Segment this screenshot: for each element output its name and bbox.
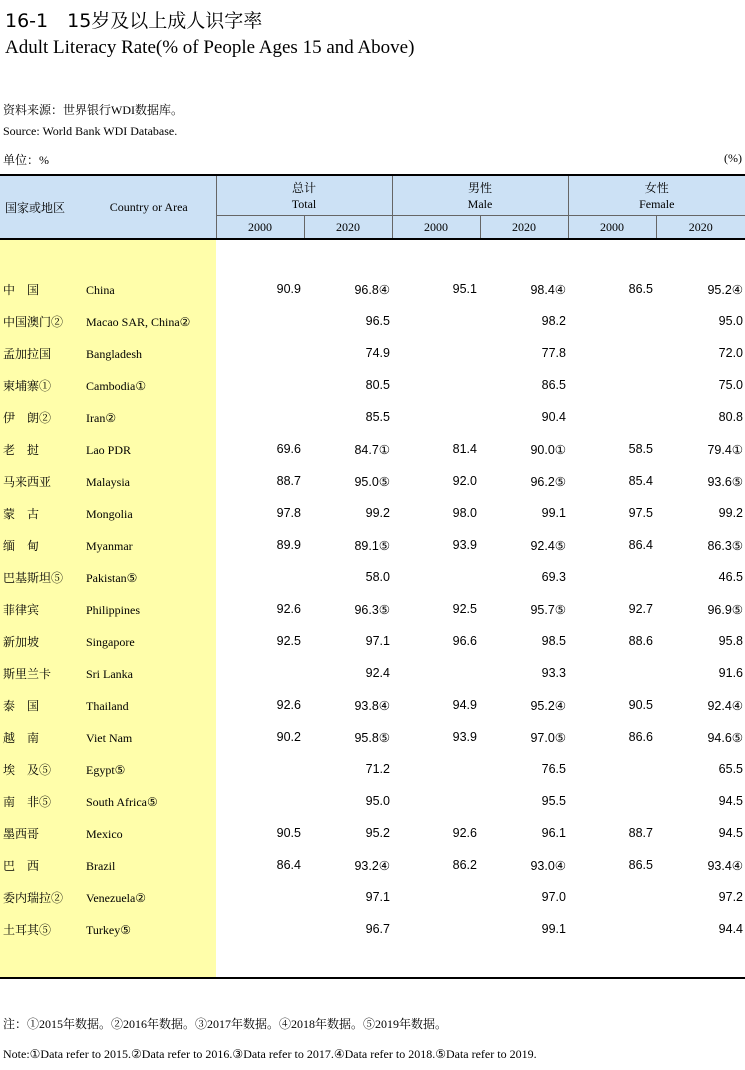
value-cell: 69.6 <box>276 442 301 456</box>
header-group-male-en: Male <box>467 196 493 211</box>
value-cell: 99.1 <box>541 506 566 520</box>
value-cell <box>216 369 304 401</box>
table-row <box>0 785 745 817</box>
value-cell <box>216 913 304 945</box>
value-cell: 97.1 <box>365 890 390 904</box>
header-year: 2020 <box>304 216 392 240</box>
value-cell: 96.7 <box>365 922 390 936</box>
value-cell: 97.2 <box>718 890 744 904</box>
country-name-cn: 马来西亚 <box>3 474 52 489</box>
country-name-cn: 中国澳门② <box>3 314 64 329</box>
country-name-cn: 老 挝 <box>3 442 40 457</box>
value-cell: 92.5 <box>276 634 301 648</box>
value-cell <box>568 753 656 785</box>
table-row <box>0 433 745 465</box>
value-cell: 75.0 <box>718 378 744 392</box>
value-cell: 95.2④ <box>707 282 744 297</box>
country-name-cn: 土耳其⑤ <box>3 922 52 937</box>
value-cell: 71.2 <box>365 762 390 776</box>
header-group-female-en: Female <box>639 196 675 211</box>
value-cell: 97.5 <box>628 506 653 520</box>
value-cell: 65.5 <box>718 762 744 776</box>
row-label <box>0 561 216 593</box>
table-body <box>0 239 745 978</box>
value-cell: 86.4 <box>628 538 653 552</box>
footnote-cn: 注：①2015年数据。②2016年数据。③2017年数据。④2018年数据。⑤2019年数据。 <box>3 1017 448 1031</box>
value-cell <box>216 753 304 785</box>
value-cell: 98.4④ <box>530 282 566 297</box>
value-cell <box>568 785 656 817</box>
literacy-table <box>0 174 745 979</box>
value-cell: 95.7⑤ <box>530 602 566 617</box>
country-name-en: Thailand <box>86 698 129 713</box>
value-cell <box>216 881 304 913</box>
row-label <box>0 401 216 433</box>
country-name-cn: 委内瑞拉② <box>3 890 64 905</box>
value-cell: 86.4 <box>276 858 301 872</box>
country-name-en: Mexico <box>86 826 123 841</box>
row-label <box>0 913 216 945</box>
row-label <box>0 305 216 337</box>
value-cell: 92.0 <box>452 474 477 488</box>
value-cell <box>568 561 656 593</box>
country-name-cn: 南 非⑤ <box>3 794 52 809</box>
value-cell: 94.6⑤ <box>707 730 744 745</box>
country-name-cn: 柬埔寨① <box>3 378 52 393</box>
table-row <box>0 625 745 657</box>
table-row <box>0 337 745 369</box>
row-label <box>0 657 216 689</box>
value-cell: 97.0⑤ <box>530 730 566 745</box>
value-cell: 46.5 <box>718 570 744 584</box>
value-cell: 98.0 <box>452 506 477 520</box>
value-cell: 95.8⑤ <box>354 730 390 745</box>
country-name-en: South Africa⑤ <box>86 794 158 809</box>
row-label <box>0 849 216 881</box>
value-cell: 93.6⑤ <box>707 474 744 489</box>
value-cell: 69.3 <box>541 570 566 584</box>
value-cell: 95.5 <box>541 794 566 808</box>
value-cell: 94.5 <box>718 794 744 808</box>
row-label <box>0 753 216 785</box>
value-cell: 85.4 <box>628 474 653 488</box>
country-name-cn: 菲律宾 <box>3 602 40 617</box>
value-cell: 79.4① <box>707 442 744 457</box>
value-cell <box>216 401 304 433</box>
value-cell <box>392 369 480 401</box>
footnote-en: Note:①Data refer to 2015.②Data refer to 2016.③Data refer to 2017.④Data refer to 2018.⑤Data refer to 2019. <box>3 1047 537 1061</box>
value-cell <box>392 401 480 433</box>
value-cell: 92.7 <box>628 602 653 616</box>
header-country-cn: 国家或地区 <box>0 175 82 239</box>
row-label <box>0 817 216 849</box>
country-name-cn: 中 国 <box>3 282 40 297</box>
row-label <box>0 881 216 913</box>
value-cell: 98.2 <box>541 314 566 328</box>
country-name-en: Pakistan⑤ <box>86 570 138 585</box>
table-row <box>0 273 745 305</box>
table-row <box>0 913 745 945</box>
value-cell: 95.2 <box>365 826 390 840</box>
value-cell: 88.7 <box>628 826 653 840</box>
row-label <box>0 625 216 657</box>
value-cell: 96.6 <box>452 634 477 648</box>
table-row <box>0 721 745 753</box>
country-name-en: Singapore <box>86 634 135 649</box>
value-cell <box>568 913 656 945</box>
value-cell: 93.2④ <box>354 858 390 873</box>
header-group-male-cn: 男性 <box>467 180 492 195</box>
header-group-total-cn: 总计 <box>291 180 316 195</box>
value-cell <box>392 337 480 369</box>
row-label <box>0 529 216 561</box>
value-cell <box>392 913 480 945</box>
country-name-en: Turkey⑤ <box>86 922 131 937</box>
header-country-en: Country or Area <box>82 175 216 239</box>
value-cell: 86.3⑤ <box>707 538 744 553</box>
country-name-en: Malaysia <box>86 474 130 489</box>
value-cell: 97.0 <box>541 890 566 904</box>
value-cell: 95.2④ <box>530 698 566 713</box>
header-year: 2000 <box>568 216 656 240</box>
value-cell <box>392 305 480 337</box>
value-cell: 72.0 <box>718 346 744 360</box>
table-title-cn: 16-1 15岁及以上成人识字率 <box>5 10 263 32</box>
country-name-en: Macao SAR, China② <box>86 314 191 329</box>
table-row <box>0 881 745 913</box>
value-cell: 74.9 <box>365 346 390 360</box>
value-cell: 98.5 <box>541 634 566 648</box>
country-name-cn: 蒙 古 <box>3 506 40 521</box>
value-cell: 90.0① <box>530 442 566 457</box>
header-year: 2020 <box>656 216 745 240</box>
spacer-cell <box>0 239 216 273</box>
value-cell <box>392 753 480 785</box>
row-label <box>0 785 216 817</box>
source-cn: 资料来源：世界银行WDI数据库。 <box>3 103 183 117</box>
country-name-en: Iran② <box>86 410 117 425</box>
value-cell <box>568 657 656 689</box>
country-name-cn: 巴 西 <box>3 858 40 873</box>
spacer-cell <box>216 239 745 273</box>
value-cell: 93.9 <box>452 730 477 744</box>
value-cell: 80.5 <box>365 378 390 392</box>
country-name-en: Sri Lanka <box>86 666 133 681</box>
value-cell: 92.4⑤ <box>530 538 566 553</box>
value-cell: 92.4 <box>365 666 390 680</box>
value-cell: 93.9 <box>452 538 477 552</box>
value-cell <box>392 785 480 817</box>
value-cell <box>216 561 304 593</box>
value-cell: 89.1⑤ <box>354 538 390 553</box>
country-name-en: Mongolia <box>86 506 133 521</box>
value-cell: 77.8 <box>541 346 566 360</box>
country-name-en: Philippines <box>86 602 141 617</box>
header-group-female <box>568 175 745 216</box>
value-cell: 90.2 <box>276 730 301 744</box>
value-cell: 86.5 <box>541 378 566 392</box>
table-row <box>0 849 745 881</box>
source-en: Source: World Bank WDI Database. <box>3 124 178 138</box>
value-cell <box>568 369 656 401</box>
row-label <box>0 689 216 721</box>
value-cell: 90.9 <box>276 282 301 296</box>
table-row <box>0 657 745 689</box>
spacer-cell <box>216 945 745 978</box>
value-cell: 92.4④ <box>707 698 744 713</box>
country-name-cn: 孟加拉国 <box>3 346 52 361</box>
value-cell: 90.4 <box>541 410 566 424</box>
value-cell: 93.3 <box>541 666 566 680</box>
unit-label: 单位：% <box>3 153 49 167</box>
value-cell: 94.5 <box>718 826 744 840</box>
value-cell: 99.2 <box>365 506 390 520</box>
country-name-cn: 墨西哥 <box>3 826 40 841</box>
value-cell: 96.8④ <box>354 282 390 297</box>
value-cell <box>568 401 656 433</box>
country-name-cn: 泰 国 <box>3 698 40 713</box>
row-label <box>0 433 216 465</box>
table-row <box>0 529 745 561</box>
country-name-cn: 巴基斯坦⑤ <box>3 570 64 585</box>
table-row <box>0 817 745 849</box>
value-cell <box>216 337 304 369</box>
value-cell <box>568 881 656 913</box>
country-name-cn: 斯里兰卡 <box>3 666 52 681</box>
value-cell: 80.8 <box>718 410 744 424</box>
value-cell <box>216 305 304 337</box>
row-label <box>0 273 216 305</box>
row-label <box>0 369 216 401</box>
header-group-total <box>216 175 392 216</box>
value-cell: 99.1 <box>541 922 566 936</box>
value-cell: 58.0 <box>365 570 390 584</box>
value-cell <box>568 337 656 369</box>
value-cell: 85.5 <box>365 410 390 424</box>
country-name-cn: 越 南 <box>3 730 40 745</box>
value-cell <box>216 657 304 689</box>
row-label <box>0 465 216 497</box>
table-row <box>0 497 745 529</box>
value-cell: 90.5 <box>276 826 301 840</box>
value-cell <box>392 881 480 913</box>
value-cell: 91.6 <box>718 666 744 680</box>
value-cell: 93.0④ <box>530 858 566 873</box>
table-row <box>0 689 745 721</box>
country-name-cn: 埃 及⑤ <box>3 762 52 777</box>
value-cell: 96.2⑤ <box>530 474 566 489</box>
value-cell: 95.8 <box>718 634 744 648</box>
spacer-cell <box>0 945 216 978</box>
value-cell: 97.8 <box>276 506 301 520</box>
value-cell: 88.6 <box>628 634 653 648</box>
value-cell: 88.7 <box>276 474 301 488</box>
table-title-en: Adult Literacy Rate(% of People Ages 15 and Above) <box>5 37 415 58</box>
country-name-cn: 新加坡 <box>3 634 40 649</box>
value-cell: 81.4 <box>452 442 477 456</box>
table-row <box>0 305 745 337</box>
value-cell: 86.6 <box>628 730 653 744</box>
row-label <box>0 721 216 753</box>
value-cell: 84.7① <box>354 442 390 457</box>
header-group-male <box>392 175 568 216</box>
value-cell <box>392 561 480 593</box>
value-cell <box>216 785 304 817</box>
table-row <box>0 593 745 625</box>
value-cell: 90.5 <box>628 698 653 712</box>
header-group-total-en: Total <box>291 196 317 211</box>
value-cell: 92.6 <box>276 698 301 712</box>
row-label <box>0 497 216 529</box>
value-cell: 94.9 <box>452 698 477 712</box>
country-name-en: Egypt⑤ <box>86 762 126 777</box>
value-cell <box>392 657 480 689</box>
table-row <box>0 561 745 593</box>
row-label <box>0 337 216 369</box>
header-year: 2000 <box>216 216 304 240</box>
value-cell: 92.6 <box>452 826 477 840</box>
value-cell: 95.0 <box>718 314 744 328</box>
row-label <box>0 593 216 625</box>
country-name-en: Bangladesh <box>86 346 142 361</box>
country-name-cn: 缅 甸 <box>3 538 40 553</box>
value-cell: 99.2 <box>718 506 744 520</box>
value-cell: 92.6 <box>276 602 301 616</box>
country-name-en: Venezuela② <box>86 890 147 905</box>
value-cell: 96.9⑤ <box>707 602 744 617</box>
value-cell: 92.5 <box>452 602 477 616</box>
country-name-en: Myanmar <box>86 538 133 553</box>
value-cell: 95.0 <box>365 794 390 808</box>
table-row <box>0 369 745 401</box>
value-cell: 58.5 <box>628 442 653 456</box>
value-cell: 86.5 <box>628 858 653 872</box>
header-group-female-cn: 女性 <box>644 180 669 195</box>
value-cell: 86.2 <box>452 858 477 872</box>
table-row <box>0 465 745 497</box>
country-name-en: Lao PDR <box>86 442 131 457</box>
value-cell: 96.5 <box>365 314 390 328</box>
country-name-en: Brazil <box>86 858 116 873</box>
value-cell: 97.1 <box>365 634 390 648</box>
value-cell: 96.1 <box>541 826 566 840</box>
table-row <box>0 401 745 433</box>
value-cell: 96.3⑤ <box>354 602 390 617</box>
value-cell: 86.5 <box>628 282 653 296</box>
value-cell: 95.1 <box>452 282 477 296</box>
table-row <box>0 753 745 785</box>
header-year: 2000 <box>392 216 480 240</box>
value-cell: 94.4 <box>718 922 744 936</box>
value-cell: 89.9 <box>276 538 301 552</box>
header-year: 2020 <box>480 216 568 240</box>
value-cell: 95.0⑤ <box>354 474 390 489</box>
country-name-en: China <box>86 282 115 297</box>
country-name-en: Viet Nam <box>86 730 133 745</box>
country-name-en: Cambodia① <box>86 378 147 393</box>
value-cell: 93.8④ <box>354 698 390 713</box>
value-cell: 93.4④ <box>707 858 744 873</box>
country-name-cn: 伊 朗② <box>3 410 52 425</box>
value-cell: 76.5 <box>541 762 566 776</box>
unit-symbol: (%) <box>724 151 742 165</box>
value-cell <box>568 305 656 337</box>
